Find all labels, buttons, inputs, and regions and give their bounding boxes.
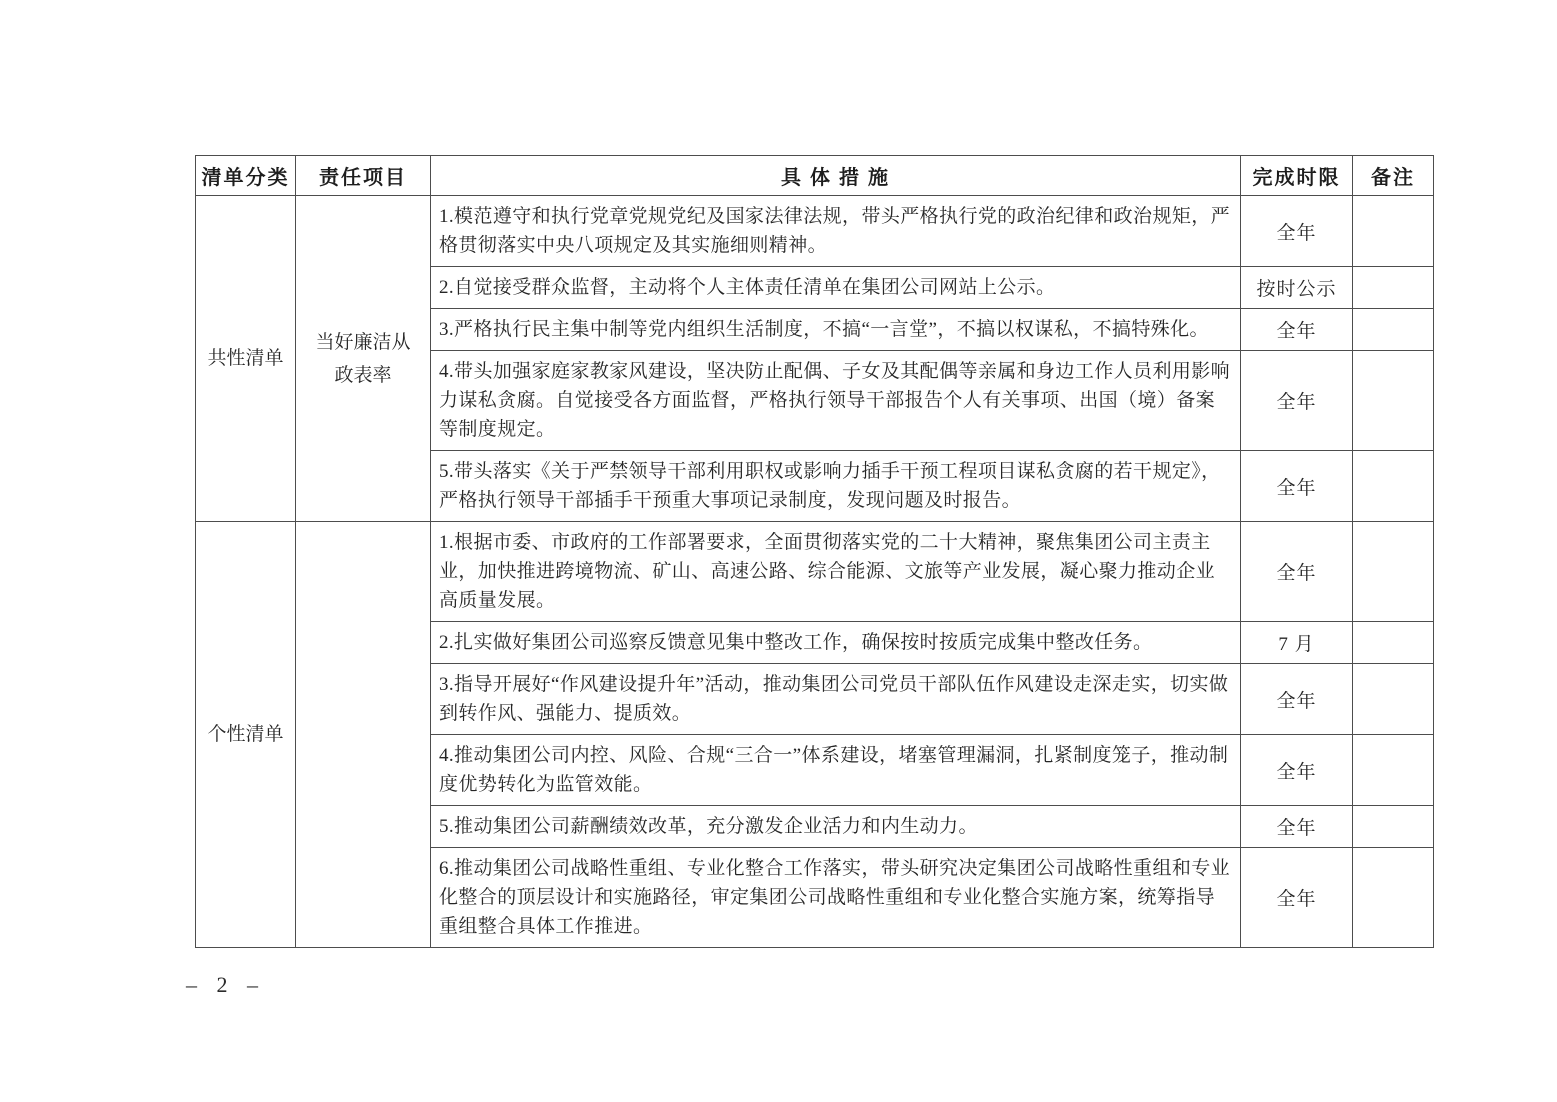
deadline-cell: 全年 (1241, 735, 1353, 806)
remark-cell (1353, 196, 1434, 267)
measure-cell: 1.模范遵守和执行党章党规党纪及国家法律法规，带头严格执行党的政治纪律和政治规矩，严格贯彻落实中央八项规定及其实施细则精神。 (431, 196, 1241, 267)
measure-cell: 5.带头落实《关于严禁领导干部利用职权或影响力插手干预工程项目谋私贪腐的若干规定》，严格执行领导干部插手干预重大事项记录制度，发现问题及时报告。 (431, 451, 1241, 522)
deadline-cell: 全年 (1241, 196, 1353, 267)
remark-cell (1353, 522, 1434, 622)
measure-cell: 2.自觉接受群众监督，主动将个人主体责任清单在集团公司网站上公示。 (431, 267, 1241, 309)
category-cell: 个性清单 (196, 522, 296, 948)
column-header-measures: 具 体 措 施 (431, 156, 1241, 196)
measure-cell: 4.带头加强家庭家教家风建设，坚决防止配偶、子女及其配偶等亲属和身边工作人员利用影响力谋私贪腐。自觉接受各方面监督，严格执行领导干部报告个人有关事项、出国（境）备案等制度规定。 (431, 351, 1241, 451)
deadline-cell: 全年 (1241, 451, 1353, 522)
remark-cell (1353, 451, 1434, 522)
column-header-remarks: 备注 (1353, 156, 1434, 196)
table-row (196, 196, 1434, 267)
measure-cell: 3.严格执行民主集中制等党内组织生活制度，不搞“一言堂”，不搞以权谋私，不搞特殊化。 (431, 309, 1241, 351)
category-cell: 共性清单 (196, 196, 296, 522)
measure-cell: 1.根据市委、市政府的工作部署要求，全面贯彻落实党的二十大精神，聚焦集团公司主责主业，加快推进跨境物流、矿山、高速公路、综合能源、文旅等产业发展，凝心聚力推动企业高质量发展。 (431, 522, 1241, 622)
deadline-cell: 7 月 (1241, 622, 1353, 664)
responsibility-list-table (195, 155, 1434, 948)
deadline-cell: 全年 (1241, 309, 1353, 351)
table-header (196, 156, 1434, 196)
remark-cell (1353, 848, 1434, 948)
column-header-project: 责任项目 (296, 156, 431, 196)
remark-cell (1353, 806, 1434, 848)
measure-cell: 6.推动集团公司战略性重组、专业化整合工作落实，带头研究决定集团公司战略性重组和专业化整合的顶层设计和实施路径，审定集团公司战略性重组和专业化整合实施方案，统筹指导重组整合具体工作推进。 (431, 848, 1241, 948)
deadline-cell: 按时公示 (1241, 267, 1353, 309)
deadline-cell: 全年 (1241, 664, 1353, 735)
deadline-cell: 全年 (1241, 351, 1353, 451)
remark-cell (1353, 735, 1434, 806)
remark-cell (1353, 622, 1434, 664)
table-header-row (196, 156, 1434, 196)
table-body (196, 196, 1434, 948)
column-header-category: 清单分类 (196, 156, 296, 196)
deadline-cell: 全年 (1241, 848, 1353, 948)
measure-cell: 3.指导开展好“作风建设提升年”活动，推动集团公司党员干部队伍作风建设走深走实，切实做到转作风、强能力、提质效。 (431, 664, 1241, 735)
page-number: – 2 – (186, 972, 265, 997)
measure-cell: 4.推动集团公司内控、风险、合规“三合一”体系建设，堵塞管理漏洞，扎紧制度笼子，推动制度优势转化为监管效能。 (431, 735, 1241, 806)
deadline-cell: 全年 (1241, 522, 1353, 622)
measure-cell: 2.扎实做好集团公司巡察反馈意见集中整改工作，确保按时按质完成集中整改任务。 (431, 622, 1241, 664)
remark-cell (1353, 309, 1434, 351)
project-cell: 当好廉洁从政表率 (296, 196, 431, 522)
remark-cell (1353, 664, 1434, 735)
remark-cell (1353, 351, 1434, 451)
deadline-cell: 全年 (1241, 806, 1353, 848)
column-header-deadline: 完成时限 (1241, 156, 1353, 196)
measure-cell: 5.推动集团公司薪酬绩效改革，充分激发企业活力和内生动力。 (431, 806, 1241, 848)
remark-cell (1353, 267, 1434, 309)
table-row (196, 522, 1434, 622)
project-cell (296, 522, 431, 948)
